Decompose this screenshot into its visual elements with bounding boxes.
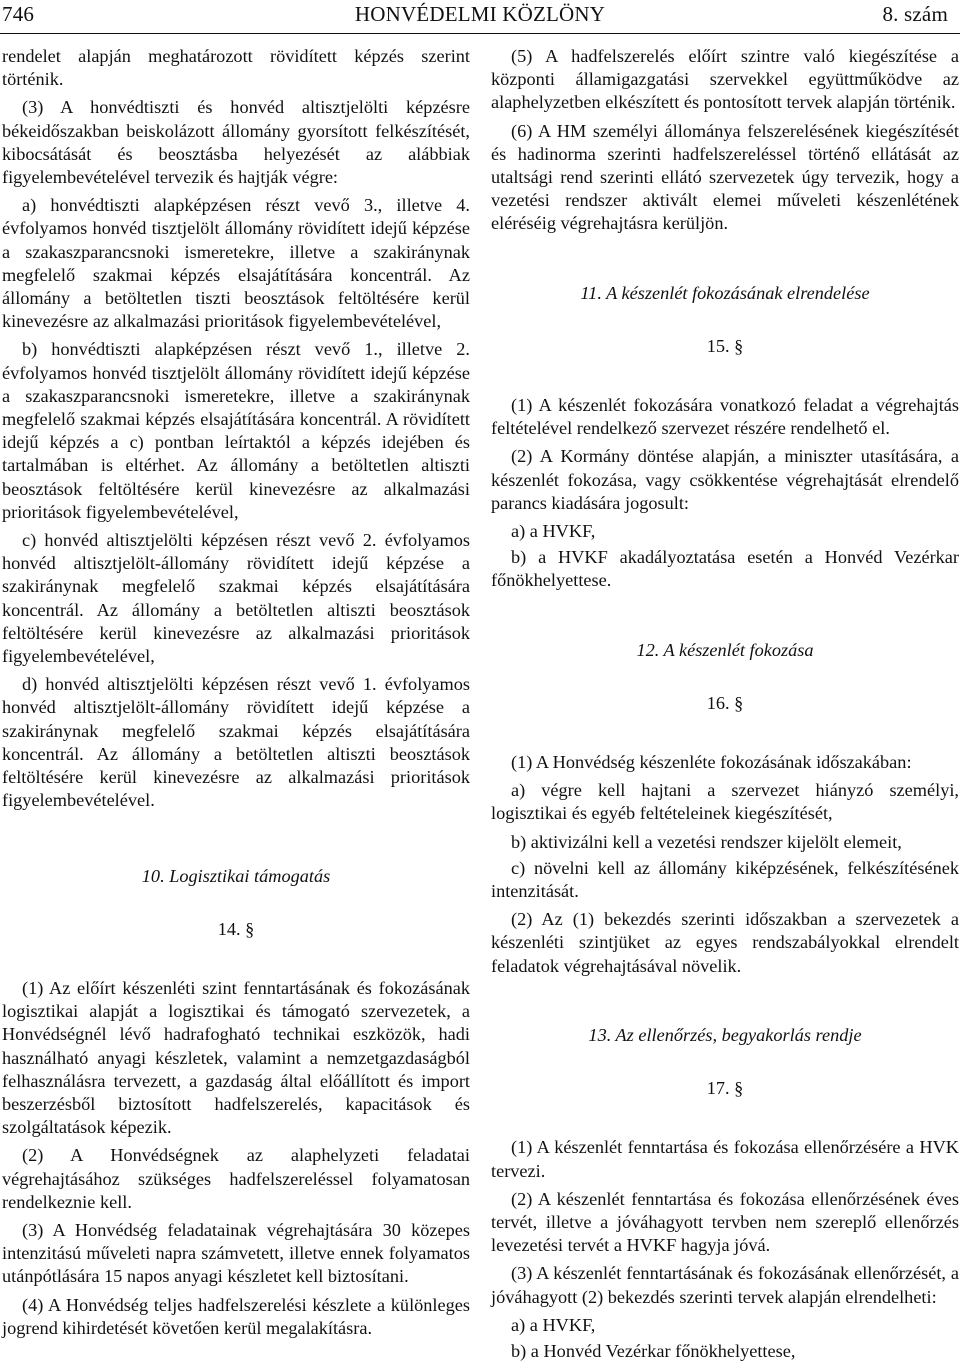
paragraph-number: 17. §: [706, 1078, 744, 1099]
paragraph: (1) A Honvédség készenléte fokozásának időszakában:: [511, 752, 912, 773]
paragraph: (3) A Honvédség feladatainak végrehajtására 30 közepes intenzitású műveleti napra számvetett, illetve ennek folyamatos utánpótlására 15 napos anyagi készletet kell biztosítani.: [2, 1219, 470, 1287]
paragraph: (2) A Honvédségnek az alaphelyzeti feladatai végrehajtásához szükséges hadfelszereléssel folyamatosan rendelkeznie kell.: [2, 1145, 470, 1212]
paragraph: rendelet alapján meghatározott rövidített képzés szerint történik.: [2, 46, 470, 90]
paragraph: (1) A készenlét fenntartása és fokozása ellenőrzésére a HVK tervezi.: [491, 1137, 959, 1181]
page-number: 746: [2, 2, 35, 26]
section-title: 10. Logisztikai támogatás: [141, 865, 331, 886]
paragraph: (3) A készenlét fenntartásának és fokozásának ellenőrzését, a jóváhagyott (2) bekezdés szerinti tervek alapján elrendelheti:: [491, 1263, 959, 1307]
paragraph: c) növelni kell az állomány kiképzésének, felkészítésének intenzitását.: [491, 857, 959, 902]
paragraph: b) a Honvéd Vezérkar főnökhelyettese,: [511, 1340, 796, 1361]
paragraph: (1) Az előírt készenléti szint fenntartásának és fokozásának logisztikai alapját a logisztikai és támogató szervezetek, a Honvédségnél lévő hadrafogható technikai eszközök, hadi használható anyagi készletek, valamint a nemzetgazdaságból felhasználásra tervezett, a gazdaság által előállított és import beszerzésből biztosított hadfelszerelés, kapacitások és szolgáltatások képezik.: [2, 977, 470, 1138]
paragraph: (6) A HM személyi állománya felszerelésének kiegészítését és hadinorma szerinti hadfelszereléssel történő ellátását az utaltsági rend szerinti ellátó szervezetek úgy tervezik, hogy a vezetési rendszer aktivált elemei műveleti készenlétének eléréséig végrehajtásra kerüljön.: [491, 120, 959, 234]
paragraph: c) honvéd altisztjelölti képzésen részt vevő 2. évfolyamos honvéd altisztjelölt-állomány rövidített idejű képzése a szakiránynak megfelelő szakmai képzés elsajátítására koncentrál. Az állomány a betöltetlen altiszti beosztások feltöltésére kerül kinevezésre az alkalmazási prioritások figyelembevételével,: [2, 530, 470, 667]
paragraph: b) honvédtiszti alapképzésen részt vevő 1., illetve 2. évfolyamos honvéd tisztjelölt állomány rövidített idejű képzése a szakaszparancsnoki ismeretekre, illetve a szakiránynak megfelelő szakmai képzés elsajátítására koncentrál. A rövidített idejű képzés a c) pontban leírtaktól a képzés idejében és tartalmában is eltérhet. Az állomány a betöltetlen altiszti beosztások feltöltésére kerül kinevezésre az alkalmazási prioritások figyelembevételével,: [2, 339, 470, 522]
paragraph: (2) A Kormány döntése alapján, a miniszter utasítására, a készenlét fokozása, vagy csökkentése végrehajtását elrendelő parancs kiadására jogosult:: [491, 446, 959, 513]
paragraph: a) végre kell hajtani a szervezet hiányzó személyi, logisztikai és egyéb feltételeinek kiegészítését,: [491, 780, 959, 824]
paragraph: (5) A hadfelszerelés előírt szintre való kiegészítése a központi államigazgatási szervekkel együttműködve az alaphelyzetben elkészített és pontosított tervek alapján történik.: [491, 46, 959, 113]
paragraph: b) a HVKF akadályoztatása esetén a Honvéd Vezérkar főnökhelyettese.: [491, 547, 959, 591]
paragraph: (3) A honvédtiszti és honvéd altisztjelölti képzésre békeidőszakban beiskolázott állomány gyorsított felkészítését, kibocsátását és beosztásba helyezését az alábbiak figyelembevételével tervezik és hajtják végre:: [2, 97, 470, 188]
paragraph: (2) A készenlét fenntartása és fokozása ellenőrzésének éves tervét, illetve a jóváhagyott tervben nem szereplő ellenőrzés levezetési tervét a HVKF hagyja jóvá.: [491, 1188, 959, 1256]
left-column: [2, 45, 470, 1345]
paragraph: a) honvédtiszti alapképzésen részt vevő 3., illetve 4. évfolyamos honvéd tisztjelölt állomány rövidített idejű képzése a szakaszparancsnoki ismeretekre, illetve a szakiránynak megfelelő szakmai képzés elsajátítására koncentrál. Az állomány a betöltetlen tiszti beosztások feltöltésére kerül kinevezésre az alkalmazási prioritások figyelembevételével,: [2, 195, 470, 332]
paragraph: (4) A Honvédség teljes hadfelszerelési készlete a különleges jogrend kihirdetését követően kerül megalakításra.: [2, 1294, 470, 1338]
paragraph-number: 15. §: [706, 335, 744, 356]
paragraph: a) a HVKF,: [511, 1314, 596, 1335]
paragraph-number: 16. §: [706, 692, 744, 713]
issue-number: 8. szám: [882, 2, 948, 26]
section-title: 11. A készenlét fokozásának elrendelése: [580, 282, 870, 303]
paragraph: a) a HVKF,: [511, 521, 596, 542]
page-header: [0, 0, 960, 36]
right-column: [491, 45, 959, 1368]
paragraph: d) honvéd altisztjelölti képzésen részt vevő 1. évfolyamos honvéd altisztjelölt-állomány rövidített idejű képzése a szakiránynak megfelelő szakmai képzés elsajátítására koncentrál. Az állomány a betöltetlen altiszti beosztások feltöltésére kerül kinevezésre az alkalmazási prioritások figyelembevételével.: [2, 674, 470, 811]
paragraph: b) aktivizálni kell a vezetési rendszer kijelölt elemeit,: [511, 831, 902, 852]
paragraph: (1) A készenlét fokozására vonatkozó feladat a végrehajtás feltételével rendelkező szervezet részére rendelhető el.: [491, 395, 959, 439]
journal-title: HONVÉDELMI KÖZLÖNY: [354, 2, 606, 26]
paragraph: (2) Az (1) bekezdés szerinti időszakban a szervezetek a készenléti szintjüket az egyes rendszabályokkal elrendelt feladatok végrehajtásával növelik.: [491, 909, 959, 976]
paragraph-number: 14. §: [217, 918, 255, 939]
section-title: 13. Az ellenőrzés, begyakorlás rendje: [588, 1024, 862, 1045]
section-title: 12. A készenlét fokozása: [636, 639, 814, 660]
header-rule: [0, 33, 960, 34]
